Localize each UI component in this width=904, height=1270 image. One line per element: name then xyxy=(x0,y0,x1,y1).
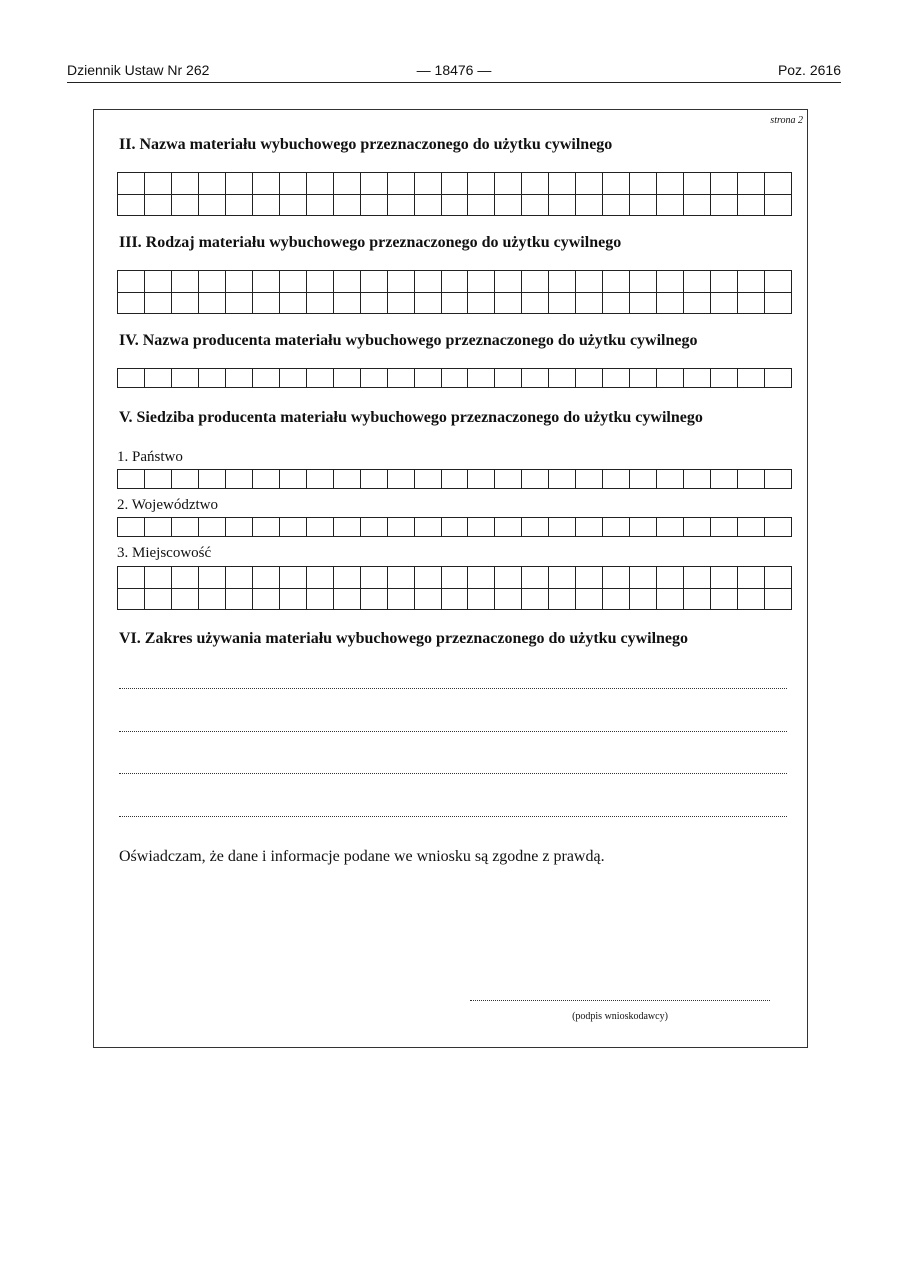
char-box[interactable] xyxy=(711,589,738,611)
char-box[interactable] xyxy=(765,567,792,589)
usage-line-3[interactable] xyxy=(119,773,787,774)
char-box[interactable] xyxy=(549,470,576,489)
char-box[interactable] xyxy=(684,293,711,315)
char-box[interactable] xyxy=(603,173,630,195)
declaration-text: Oświadczam, że dane i informacje podane we wniosku są zgodne z prawdą. xyxy=(119,848,605,865)
char-box[interactable] xyxy=(145,271,172,293)
char-box[interactable] xyxy=(118,470,145,489)
char-box[interactable] xyxy=(468,293,495,315)
char-box[interactable] xyxy=(253,173,280,195)
char-box[interactable] xyxy=(226,369,253,388)
char-box[interactable] xyxy=(442,293,469,315)
char-box[interactable] xyxy=(199,195,226,217)
country-label: 1. Państwo xyxy=(117,449,183,465)
char-box[interactable] xyxy=(388,195,415,217)
char-box[interactable] xyxy=(307,271,334,293)
char-box[interactable] xyxy=(307,470,334,489)
city-label: 3. Miejscowość xyxy=(117,545,212,561)
char-box[interactable] xyxy=(468,518,495,537)
char-box[interactable] xyxy=(253,589,280,611)
char-box[interactable] xyxy=(280,369,307,388)
char-box[interactable] xyxy=(468,173,495,195)
char-box[interactable] xyxy=(253,271,280,293)
char-box[interactable] xyxy=(603,369,630,388)
char-box[interactable] xyxy=(630,589,657,611)
char-box[interactable] xyxy=(603,271,630,293)
char-box[interactable] xyxy=(334,567,361,589)
char-box[interactable] xyxy=(576,369,603,388)
voivodeship-label: 2. Województwo xyxy=(117,497,219,513)
char-box[interactable] xyxy=(442,271,469,293)
char-box[interactable] xyxy=(738,470,765,489)
char-box[interactable] xyxy=(253,293,280,315)
char-box[interactable] xyxy=(415,195,442,217)
char-box[interactable] xyxy=(684,567,711,589)
char-box[interactable] xyxy=(549,567,576,589)
char-box[interactable] xyxy=(361,518,388,537)
char-box[interactable] xyxy=(361,271,388,293)
char-box[interactable] xyxy=(765,271,792,293)
char-box[interactable] xyxy=(495,518,522,537)
char-box[interactable] xyxy=(415,293,442,315)
char-box[interactable] xyxy=(145,195,172,217)
char-box[interactable] xyxy=(334,173,361,195)
char-box[interactable] xyxy=(226,293,253,315)
char-box[interactable] xyxy=(684,518,711,537)
char-box[interactable] xyxy=(738,195,765,217)
char-box[interactable] xyxy=(199,470,226,489)
country-field[interactable] xyxy=(117,469,792,489)
char-box[interactable] xyxy=(711,173,738,195)
char-box[interactable] xyxy=(415,470,442,489)
char-box[interactable] xyxy=(549,195,576,217)
char-box[interactable] xyxy=(442,369,469,388)
char-box[interactable] xyxy=(280,518,307,537)
char-box[interactable] xyxy=(495,173,522,195)
char-box[interactable] xyxy=(226,195,253,217)
char-box[interactable] xyxy=(738,589,765,611)
char-box[interactable] xyxy=(118,173,145,195)
page-number: — 18476 — xyxy=(416,62,492,78)
char-box[interactable] xyxy=(657,369,684,388)
city-field[interactable] xyxy=(117,566,792,610)
char-box[interactable] xyxy=(172,567,199,589)
char-box[interactable] xyxy=(172,518,199,537)
char-box[interactable] xyxy=(576,589,603,611)
char-box[interactable] xyxy=(711,567,738,589)
char-box[interactable] xyxy=(495,470,522,489)
char-box[interactable] xyxy=(361,470,388,489)
usage-line-1[interactable] xyxy=(119,688,787,689)
form-page-label: strona 2 xyxy=(770,115,803,126)
char-box[interactable] xyxy=(388,271,415,293)
char-box[interactable] xyxy=(522,195,549,217)
char-box[interactable] xyxy=(630,470,657,489)
char-box[interactable] xyxy=(145,173,172,195)
char-box[interactable] xyxy=(684,369,711,388)
char-box[interactable] xyxy=(118,518,145,537)
char-box[interactable] xyxy=(549,369,576,388)
char-box[interactable] xyxy=(226,567,253,589)
char-box[interactable] xyxy=(145,369,172,388)
char-box[interactable] xyxy=(738,518,765,537)
char-box[interactable] xyxy=(307,369,334,388)
char-box[interactable] xyxy=(711,369,738,388)
char-box[interactable] xyxy=(684,271,711,293)
voivodeship-field[interactable] xyxy=(117,517,792,537)
char-box[interactable] xyxy=(118,589,145,611)
char-box[interactable] xyxy=(630,173,657,195)
char-box[interactable] xyxy=(549,271,576,293)
char-box[interactable] xyxy=(738,271,765,293)
char-box[interactable] xyxy=(657,589,684,611)
char-box[interactable] xyxy=(522,369,549,388)
char-box[interactable] xyxy=(226,518,253,537)
section-v-heading: V. Siedziba producenta materiału wybuchowego przeznaczonego do użytku cywilnego xyxy=(119,409,703,426)
char-box[interactable] xyxy=(630,518,657,537)
char-box[interactable] xyxy=(118,369,145,388)
char-box[interactable] xyxy=(549,293,576,315)
char-box[interactable] xyxy=(145,293,172,315)
signature-caption: (podpis wnioskodawcy) xyxy=(572,1011,668,1022)
char-box[interactable] xyxy=(388,293,415,315)
char-box[interactable] xyxy=(576,470,603,489)
char-box[interactable] xyxy=(765,589,792,611)
char-box[interactable] xyxy=(415,567,442,589)
char-box[interactable] xyxy=(684,195,711,217)
page-header xyxy=(67,62,841,82)
char-box[interactable] xyxy=(765,470,792,489)
char-box[interactable] xyxy=(603,567,630,589)
char-box[interactable] xyxy=(253,518,280,537)
char-box[interactable] xyxy=(118,293,145,315)
char-box[interactable] xyxy=(657,567,684,589)
material-type-field[interactable] xyxy=(117,270,792,314)
section-vi-heading: VI. Zakres używania materiału wybuchowego przeznaczonego do użytku cywilnego xyxy=(119,630,689,647)
char-box[interactable] xyxy=(711,271,738,293)
char-box[interactable] xyxy=(388,369,415,388)
char-box[interactable] xyxy=(415,589,442,611)
char-box[interactable] xyxy=(388,173,415,195)
char-box[interactable] xyxy=(603,293,630,315)
char-box[interactable] xyxy=(172,195,199,217)
char-box[interactable] xyxy=(361,589,388,611)
char-box[interactable] xyxy=(576,567,603,589)
char-box[interactable] xyxy=(495,567,522,589)
char-box[interactable] xyxy=(468,567,495,589)
position-number: Poz. 2616 xyxy=(777,62,841,78)
char-box[interactable] xyxy=(253,567,280,589)
char-box[interactable] xyxy=(253,369,280,388)
section-iii-heading: III. Rodzaj materiału wybuchowego przeznaczonego do użytku cywilnego xyxy=(119,234,622,251)
char-box[interactable] xyxy=(522,518,549,537)
char-box[interactable] xyxy=(199,271,226,293)
char-box[interactable] xyxy=(145,567,172,589)
char-box[interactable] xyxy=(118,195,145,217)
char-box[interactable] xyxy=(307,589,334,611)
char-box[interactable] xyxy=(657,293,684,315)
char-box[interactable] xyxy=(684,470,711,489)
signature-line[interactable] xyxy=(470,1000,770,1001)
journal-title: Dziennik Ustaw Nr 262 xyxy=(67,62,210,78)
char-box[interactable] xyxy=(307,195,334,217)
char-box[interactable] xyxy=(711,470,738,489)
char-box[interactable] xyxy=(145,518,172,537)
char-box[interactable] xyxy=(334,470,361,489)
section-ii-heading: II. Nazwa materiału wybuchowego przeznaczonego do użytku cywilnego xyxy=(119,136,613,153)
char-box[interactable] xyxy=(172,589,199,611)
char-box[interactable] xyxy=(442,518,469,537)
char-box[interactable] xyxy=(334,195,361,217)
char-box[interactable] xyxy=(576,518,603,537)
char-box[interactable] xyxy=(738,567,765,589)
char-box[interactable] xyxy=(495,271,522,293)
char-box[interactable] xyxy=(388,518,415,537)
char-box[interactable] xyxy=(280,173,307,195)
char-box[interactable] xyxy=(522,470,549,489)
header-divider xyxy=(67,82,841,83)
char-box[interactable] xyxy=(765,195,792,217)
char-box[interactable] xyxy=(442,470,469,489)
char-box[interactable] xyxy=(334,369,361,388)
char-box[interactable] xyxy=(307,293,334,315)
char-box[interactable] xyxy=(522,589,549,611)
char-box[interactable] xyxy=(711,293,738,315)
char-box[interactable] xyxy=(118,567,145,589)
char-box[interactable] xyxy=(118,271,145,293)
char-box[interactable] xyxy=(307,518,334,537)
char-box[interactable] xyxy=(603,589,630,611)
char-box[interactable] xyxy=(199,173,226,195)
char-box[interactable] xyxy=(657,271,684,293)
char-box[interactable] xyxy=(576,173,603,195)
char-box[interactable] xyxy=(334,518,361,537)
char-box[interactable] xyxy=(549,589,576,611)
char-box[interactable] xyxy=(630,195,657,217)
char-box[interactable] xyxy=(495,195,522,217)
char-box[interactable] xyxy=(603,195,630,217)
char-box[interactable] xyxy=(280,293,307,315)
char-box[interactable] xyxy=(361,567,388,589)
char-box[interactable] xyxy=(711,195,738,217)
char-box[interactable] xyxy=(657,518,684,537)
char-box[interactable] xyxy=(280,567,307,589)
usage-line-2[interactable] xyxy=(119,731,787,732)
char-box[interactable] xyxy=(603,518,630,537)
char-box[interactable] xyxy=(280,470,307,489)
char-box[interactable] xyxy=(765,173,792,195)
char-box[interactable] xyxy=(415,518,442,537)
char-box[interactable] xyxy=(522,173,549,195)
char-box[interactable] xyxy=(307,173,334,195)
char-box[interactable] xyxy=(549,173,576,195)
char-box[interactable] xyxy=(172,293,199,315)
char-box[interactable] xyxy=(253,470,280,489)
char-box[interactable] xyxy=(442,567,469,589)
char-box[interactable] xyxy=(522,293,549,315)
char-box[interactable] xyxy=(172,173,199,195)
char-box[interactable] xyxy=(630,293,657,315)
char-box[interactable] xyxy=(765,293,792,315)
char-box[interactable] xyxy=(468,470,495,489)
char-box[interactable] xyxy=(199,293,226,315)
char-box[interactable] xyxy=(334,293,361,315)
char-box[interactable] xyxy=(468,589,495,611)
char-box[interactable] xyxy=(199,589,226,611)
char-box[interactable] xyxy=(711,518,738,537)
char-box[interactable] xyxy=(630,567,657,589)
char-box[interactable] xyxy=(738,173,765,195)
char-box[interactable] xyxy=(226,589,253,611)
char-box[interactable] xyxy=(468,369,495,388)
char-box[interactable] xyxy=(199,567,226,589)
char-box[interactable] xyxy=(522,271,549,293)
char-box[interactable] xyxy=(684,173,711,195)
char-box[interactable] xyxy=(576,293,603,315)
char-box[interactable] xyxy=(361,293,388,315)
producer-name-field[interactable] xyxy=(117,368,792,388)
char-box[interactable] xyxy=(630,271,657,293)
char-box[interactable] xyxy=(549,518,576,537)
char-box[interactable] xyxy=(361,369,388,388)
char-box[interactable] xyxy=(468,271,495,293)
char-box[interactable] xyxy=(226,470,253,489)
char-box[interactable] xyxy=(576,195,603,217)
char-box[interactable] xyxy=(172,369,199,388)
usage-line-4[interactable] xyxy=(119,816,787,817)
char-box[interactable] xyxy=(522,567,549,589)
char-box[interactable] xyxy=(145,470,172,489)
char-box[interactable] xyxy=(415,173,442,195)
char-box[interactable] xyxy=(738,369,765,388)
char-box[interactable] xyxy=(226,271,253,293)
char-box[interactable] xyxy=(334,589,361,611)
char-box[interactable] xyxy=(280,195,307,217)
char-box[interactable] xyxy=(415,271,442,293)
char-box[interactable] xyxy=(603,470,630,489)
char-box[interactable] xyxy=(388,470,415,489)
char-box[interactable] xyxy=(684,589,711,611)
application-form xyxy=(93,109,808,1048)
char-box[interactable] xyxy=(442,173,469,195)
char-box[interactable] xyxy=(388,589,415,611)
char-box[interactable] xyxy=(738,293,765,315)
char-box[interactable] xyxy=(172,271,199,293)
char-box[interactable] xyxy=(495,293,522,315)
char-box[interactable] xyxy=(442,195,469,217)
char-box[interactable] xyxy=(145,589,172,611)
char-box[interactable] xyxy=(199,369,226,388)
char-box[interactable] xyxy=(253,195,280,217)
char-box[interactable] xyxy=(388,567,415,589)
material-name-field[interactable] xyxy=(117,172,792,216)
char-box[interactable] xyxy=(576,271,603,293)
char-box[interactable] xyxy=(442,589,469,611)
char-box[interactable] xyxy=(495,589,522,611)
char-box[interactable] xyxy=(361,195,388,217)
char-box[interactable] xyxy=(468,195,495,217)
char-box[interactable] xyxy=(334,271,361,293)
char-box[interactable] xyxy=(361,173,388,195)
char-box[interactable] xyxy=(280,271,307,293)
char-box[interactable] xyxy=(495,369,522,388)
char-box[interactable] xyxy=(226,173,253,195)
section-iv-heading: IV. Nazwa producenta materiału wybuchowego przeznaczonego do użytku cywilnego xyxy=(119,332,698,349)
char-box[interactable] xyxy=(765,369,792,388)
char-box[interactable] xyxy=(172,470,199,489)
char-box[interactable] xyxy=(199,518,226,537)
char-box[interactable] xyxy=(657,470,684,489)
char-box[interactable] xyxy=(415,369,442,388)
char-box[interactable] xyxy=(307,567,334,589)
char-box[interactable] xyxy=(630,369,657,388)
char-box[interactable] xyxy=(657,173,684,195)
char-box[interactable] xyxy=(765,518,792,537)
char-box[interactable] xyxy=(280,589,307,611)
char-box[interactable] xyxy=(657,195,684,217)
